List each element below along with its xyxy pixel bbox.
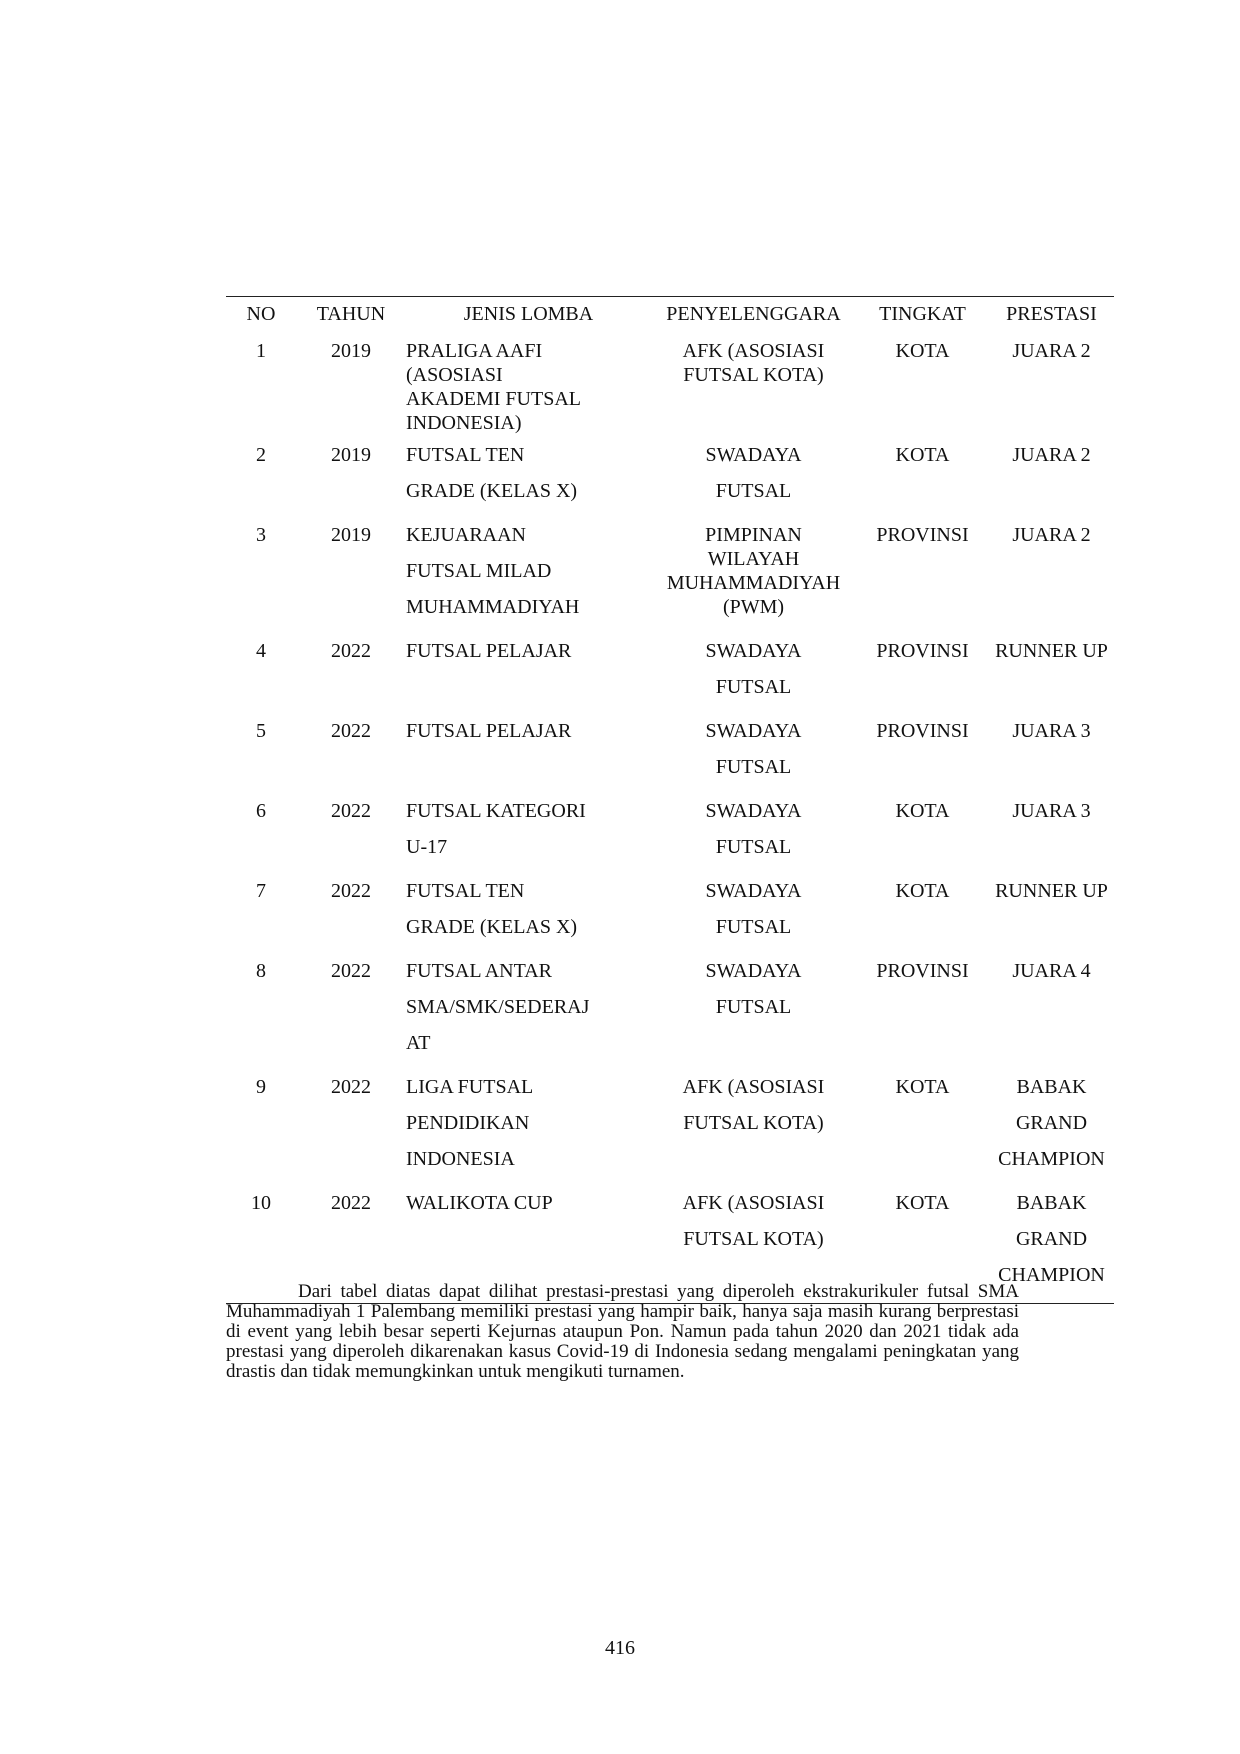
cell-penyelenggara: [651, 435, 856, 515]
cell-jenis-lomba-line: FUTSAL TEN: [406, 444, 525, 466]
cell-jenis-lomba-line: AKADEMI FUTSAL: [406, 388, 581, 410]
cell-no: 9: [256, 1076, 266, 1098]
achievement-table: [226, 297, 1114, 1299]
cell-penyelenggara-line: MUHAMMADIYAH: [666, 572, 841, 594]
cell-prestasi: [989, 791, 1114, 871]
cell-jenis-lomba: [406, 515, 651, 631]
table-row: [226, 631, 1114, 711]
cell-tingkat: KOTA: [895, 1076, 950, 1098]
cell-penyelenggara-line: FUTSAL: [715, 676, 792, 698]
cell-tahun: 2019: [331, 524, 371, 546]
cell-prestasi-line: GRAND: [1015, 1228, 1088, 1250]
cell-jenis-lomba-line: PRALIGA AAFI: [406, 340, 543, 362]
table-row: [226, 711, 1114, 791]
cell-jenis-lomba-line: INDONESIA: [406, 1148, 515, 1170]
cell-jenis-lomba-line: LIGA FUTSAL: [406, 1076, 534, 1098]
cell-jenis-lomba: [406, 631, 651, 711]
cell-penyelenggara: [651, 951, 856, 1067]
cell-prestasi-line: JUARA 4: [1012, 960, 1091, 982]
cell-jenis-lomba-line: FUTSAL KATEGORI: [406, 800, 586, 822]
cell-penyelenggara: [651, 711, 856, 791]
cell-tingkat: KOTA: [895, 1192, 950, 1214]
cell-penyelenggara-line: FUTSAL: [715, 480, 792, 502]
cell-penyelenggara-line: FUTSAL KOTA): [683, 364, 824, 386]
table-row: [226, 791, 1114, 871]
cell-tingkat: PROVINSI: [876, 960, 969, 982]
cell-penyelenggara-line: SWADAYA: [705, 880, 802, 902]
cell-penyelenggara: [651, 515, 856, 631]
cell-jenis-lomba-line: FUTSAL MILAD: [406, 560, 552, 582]
cell-penyelenggara-line: SWADAYA: [705, 444, 802, 466]
cell-penyelenggara-line: FUTSAL: [715, 756, 792, 778]
cell-penyelenggara: [651, 791, 856, 871]
cell-prestasi-line: BABAK: [1016, 1192, 1087, 1214]
cell-tahun: 2022: [331, 640, 371, 662]
cell-prestasi-line: JUARA 2: [1012, 444, 1091, 466]
cell-tahun: 2022: [331, 880, 371, 902]
cell-jenis-lomba-line: SMA/SMK/SEDERAJ: [406, 996, 590, 1018]
cell-no: 3: [256, 524, 266, 546]
cell-tingkat: KOTA: [895, 880, 950, 902]
cell-tingkat: KOTA: [895, 444, 950, 466]
cell-jenis-lomba-line: FUTSAL PELAJAR: [406, 640, 572, 662]
cell-tahun: 2019: [331, 444, 371, 466]
cell-penyelenggara: [651, 631, 856, 711]
cell-tingkat: PROVINSI: [876, 524, 969, 546]
header-jenis-lomba: JENIS LOMBA: [463, 303, 594, 325]
cell-jenis-lomba: [406, 435, 651, 515]
cell-jenis-lomba-line: GRADE (KELAS X): [406, 480, 578, 502]
cell-jenis-lomba-line: FUTSAL ANTAR: [406, 960, 553, 982]
header-tingkat: TINGKAT: [879, 303, 966, 325]
cell-tahun: 2022: [331, 1192, 371, 1214]
table-row: [226, 871, 1114, 951]
cell-no: 5: [256, 720, 266, 742]
cell-jenis-lomba-line: PENDIDIKAN: [406, 1112, 530, 1134]
cell-penyelenggara-line: FUTSAL KOTA): [683, 1112, 824, 1134]
cell-jenis-lomba: [406, 331, 651, 435]
table-body: [226, 331, 1114, 1299]
cell-prestasi-line: JUARA 3: [1012, 800, 1091, 822]
cell-penyelenggara: [651, 871, 856, 951]
cell-prestasi: [989, 1067, 1114, 1183]
cell-prestasi: [989, 515, 1114, 631]
cell-penyelenggara-line: FUTSAL: [715, 836, 792, 858]
cell-no: 7: [256, 880, 266, 902]
cell-jenis-lomba-line: AT: [406, 1032, 431, 1054]
cell-jenis-lomba-line: FUTSAL PELAJAR: [406, 720, 572, 742]
cell-tingkat: KOTA: [895, 340, 950, 362]
table-header: [226, 297, 1114, 331]
header-no: NO: [246, 303, 276, 325]
table-row: [226, 515, 1114, 631]
cell-tahun: 2022: [331, 720, 371, 742]
header-tahun: TAHUN: [316, 303, 386, 325]
cell-no: 1: [256, 340, 266, 362]
cell-jenis-lomba-line: U-17: [406, 836, 448, 858]
paragraph-text: Dari tabel diatas dapat dilihat prestasi-prestasi yang diperoleh ekstrakurikuler futsal SMA Muhammadiyah 1 Palembang memiliki prestasi yang hampir baik, hanya saja masih kurang berprestasi di event yang lebih besar seperti Kejurnas ataupun Pon. Namun pada tahun 2020 dan 2021 tidak ada prestasi yang diperoleh dikarenakan kasus Covid-19 di Indonesia sedang mengalami peningkatan yang drastis dan tidak memungkinkan untuk mengikuti turnamen.: [226, 1281, 1019, 1382]
cell-jenis-lomba: [406, 711, 651, 791]
cell-prestasi-line: JUARA 2: [1012, 340, 1091, 362]
cell-tahun: 2022: [331, 800, 371, 822]
table-row: [226, 435, 1114, 515]
header-penyelenggara: PENYELENGGARA: [666, 303, 841, 325]
cell-prestasi: [989, 951, 1114, 1067]
cell-jenis-lomba-line: MUHAMMADIYAH: [406, 596, 580, 618]
cell-penyelenggara-line: (PWM): [722, 596, 785, 618]
cell-penyelenggara-line: FUTSAL: [715, 916, 792, 938]
cell-penyelenggara-line: AFK (ASOSIASI: [682, 1192, 825, 1214]
cell-jenis-lomba-line: INDONESIA): [406, 412, 522, 434]
cell-jenis-lomba: [406, 951, 651, 1067]
cell-prestasi-line: BABAK: [1016, 1076, 1087, 1098]
cell-prestasi: [989, 711, 1114, 791]
cell-penyelenggara: [651, 331, 856, 435]
cell-penyelenggara-line: AFK (ASOSIASI: [682, 340, 825, 362]
cell-jenis-lomba-line: WALIKOTA CUP: [406, 1192, 553, 1214]
cell-penyelenggara-line: SWADAYA: [705, 720, 802, 742]
achievement-table-block: [226, 296, 1114, 1304]
cell-tahun: 2019: [331, 340, 371, 362]
cell-tingkat: KOTA: [895, 800, 950, 822]
cell-penyelenggara: [651, 1067, 856, 1183]
cell-prestasi: [989, 331, 1114, 435]
body-paragraph: [226, 1282, 1019, 1382]
cell-jenis-lomba: [406, 1067, 651, 1183]
cell-jenis-lomba-line: GRADE (KELAS X): [406, 916, 578, 938]
cell-penyelenggara-line: AFK (ASOSIASI: [682, 1076, 825, 1098]
cell-penyelenggara-line: FUTSAL: [715, 996, 792, 1018]
cell-prestasi-line: JUARA 3: [1012, 720, 1091, 742]
cell-jenis-lomba-line: KEJUARAAN: [406, 524, 526, 546]
cell-penyelenggara-line: SWADAYA: [705, 640, 802, 662]
cell-prestasi-line: JUARA 2: [1012, 524, 1091, 546]
cell-jenis-lomba-line: (ASOSIASI: [406, 364, 503, 386]
cell-penyelenggara-line: SWADAYA: [705, 960, 802, 982]
cell-no: 2: [256, 444, 266, 466]
cell-tahun: 2022: [331, 960, 371, 982]
cell-no: 6: [256, 800, 266, 822]
cell-prestasi-line: GRAND: [1015, 1112, 1088, 1134]
cell-penyelenggara-line: PIMPINAN: [705, 524, 802, 546]
cell-no: 8: [256, 960, 266, 982]
page-number: 416: [605, 1637, 635, 1659]
cell-penyelenggara-line: FUTSAL KOTA): [683, 1228, 824, 1250]
cell-penyelenggara-line: WILAYAH: [707, 548, 800, 570]
cell-prestasi: [989, 871, 1114, 951]
table-row: [226, 951, 1114, 1067]
cell-no: 10: [251, 1192, 271, 1214]
cell-jenis-lomba-line: FUTSAL TEN: [406, 880, 525, 902]
cell-prestasi: [989, 435, 1114, 515]
cell-tahun: 2022: [331, 1076, 371, 1098]
cell-no: 4: [256, 640, 266, 662]
cell-penyelenggara-line: SWADAYA: [705, 800, 802, 822]
cell-tingkat: PROVINSI: [876, 640, 969, 662]
cell-prestasi-line: CHAMPION: [998, 1148, 1105, 1170]
cell-jenis-lomba: [406, 791, 651, 871]
table-row: [226, 1067, 1114, 1183]
cell-prestasi-line: RUNNER UP: [995, 880, 1108, 902]
cell-prestasi-line: CHAMPION: [998, 1264, 1105, 1286]
header-prestasi: PRESTASI: [1006, 303, 1097, 325]
cell-tingkat: PROVINSI: [876, 720, 969, 742]
cell-prestasi-line: RUNNER UP: [995, 640, 1108, 662]
cell-jenis-lomba: [406, 871, 651, 951]
cell-prestasi: [989, 631, 1114, 711]
table-row: [226, 331, 1114, 435]
